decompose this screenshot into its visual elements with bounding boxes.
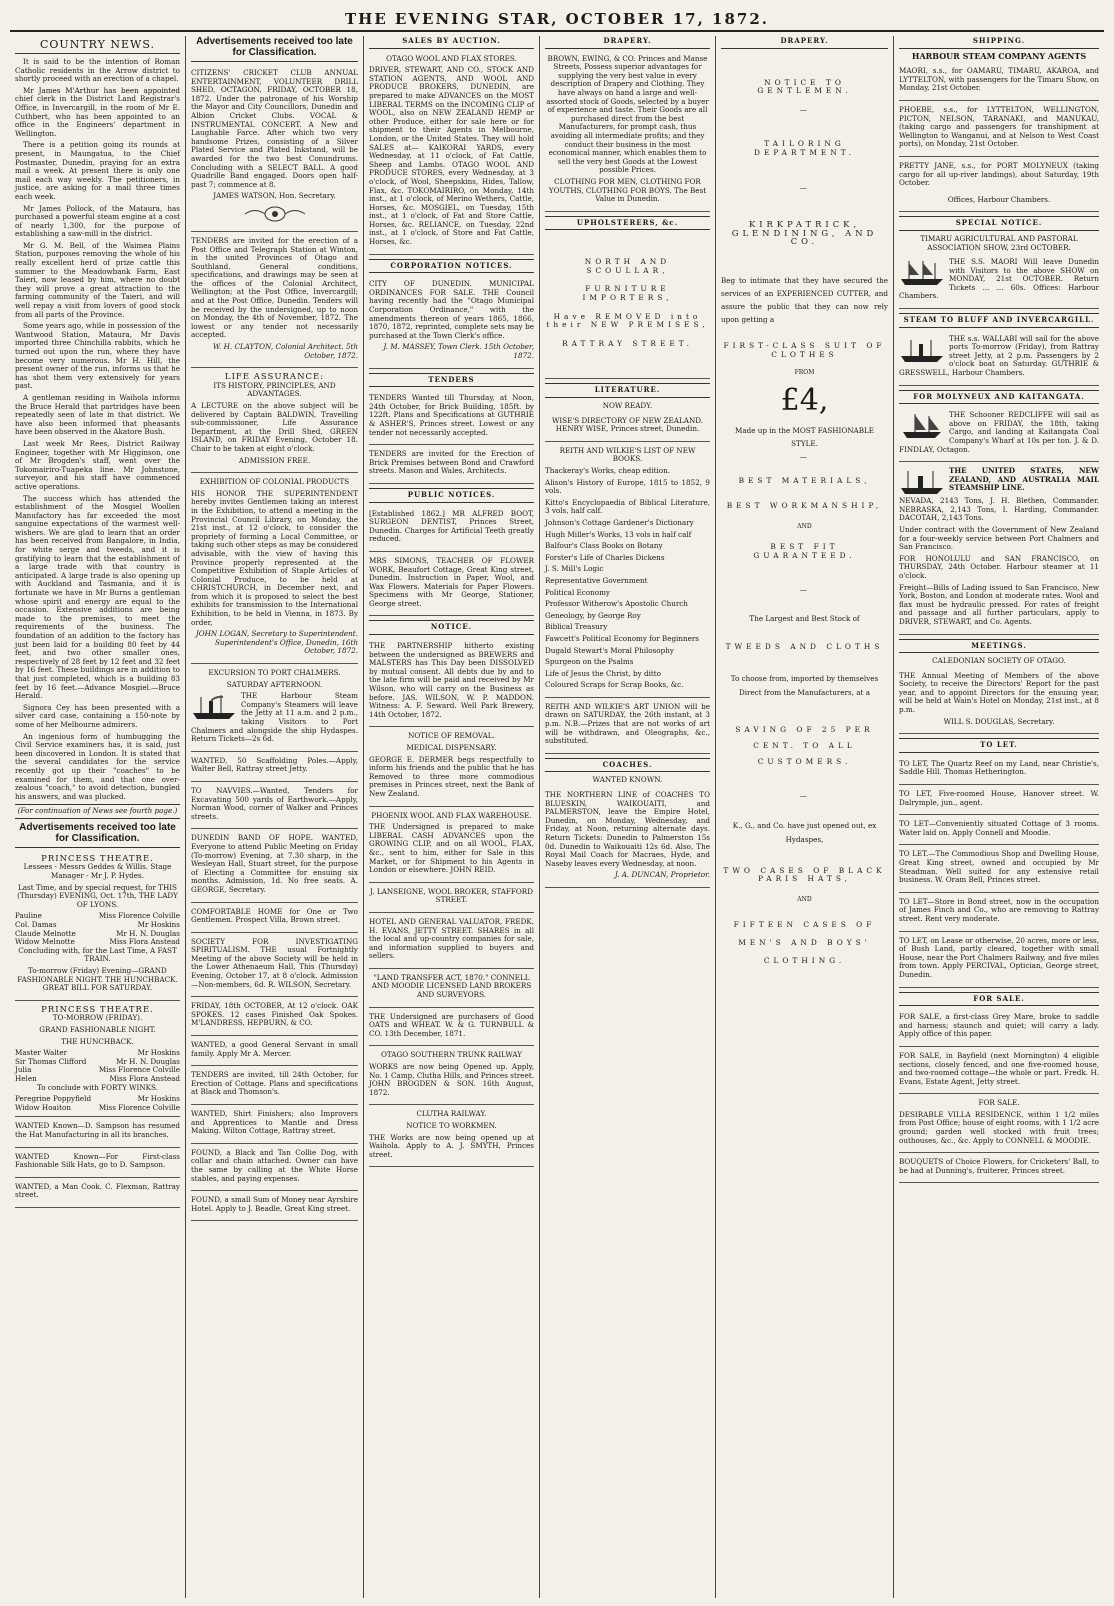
simons-text: MRS SIMONS, TEACHER OF FLOWER WORK, Beaufort Cottage, Great King street, Dunedin. Instruction in Paper, Wool, and Wax Flowers. Materials for Paper Flowers. Specimens with Mr George, Stationer, George street. — [369, 555, 534, 608]
redcliffe-text: THE Schooner REDCLIFFE will sail as above on FRIDAY, the 18th, taking Cargo, and landing at Kaitangata Coal Company's Wharf at 10s per ton. J. & D. FINDLAY, Octagon. — [899, 410, 1099, 454]
small-ad-text-ad — [191, 1068, 358, 1105]
wanted-item: WANTED Known—For First-class Fashionable Silk Hats, go to D. Sampson. — [15, 1151, 180, 1170]
country-news-title: COUNTRY NEWS. — [15, 38, 180, 54]
news-paragraph: Mr James Pollock, of the Mataura, has purchased a powerful steam engine at a cost of nearly 1,300, for the purpose of establishing a saw-mill in the district. — [15, 203, 180, 239]
ad-phoebe — [899, 103, 1099, 157]
tenders-text: TENDERS are invited for the erection of a Post Office and Telegraph Station at Winton, in the united Provinces of Otago and Southland. General conditions, specifications, and drawings may be seen at the offices of the Colonial Architect, Wellington; at the Post Office, Invercargill; and at the Post Office, Dunedin. Tenders will be received by the undersigned, up to noon on Monday, the 4th of November, 1872. The lowest or any tender not necessarily accepted. — [191, 235, 358, 340]
theatre-tail: Concluding with, for the Last Time, A FAST TRAIN. — [18, 945, 177, 964]
pretty-text: PRETTY JANE, s.s., for PORT MOLYNEUX (taking cargo for all up-river landings), about Saturday, 19th October. — [899, 160, 1099, 188]
book-item: Political Economy — [545, 587, 610, 597]
small-ad-text: WANTED, a good General Servant in small family. Apply Mr A. Mercer. — [191, 1040, 358, 1058]
caledonian-text: THE Annual Meeting of Members of the above Society, to receive the Directors' Report for the past year, and to appoint Directors for the ensuing year, will be held at Wain's Hotel on Monday, 21st inst., at 8 p.m. — [899, 670, 1099, 715]
ad-bouquets — [899, 1155, 1099, 1183]
theatre2-line2: GRAND FASHIONABLE NIGHT. — [39, 1024, 156, 1034]
news-paragraph: Mr G. M. Bell, of the Waimea Plains Station, purposes removing the whole of his really excellent herd of prize cattle this summer to the Meadowbank Farm, East Taieri, now leased by him, where no doubt they will prove a great attraction to the farming community of the Taieri, and will well repay a visit from lovers of good stock from all parts of the Province. — [15, 240, 180, 319]
cast-actor: Miss Flora Anstead — [109, 937, 180, 947]
small-ad-text: WANTED, 50 Scaffolding Poles.—Apply, Walter Bell, Rattray street Jetty. — [191, 755, 358, 774]
hotel-text: HOTEL AND GENERAL VALUATOR, FREDK. H. EVANS, JETTY STREET. SHARES in all the local and up-country companies for sale, and information supplied to buyers and sellers. — [369, 916, 534, 961]
wanted-item: WANTED Known—D. Sampson has resumed the Hat Manufacturing in all its branches. — [15, 1121, 180, 1139]
caledonian-title: CALEDONIAN SOCIETY OF OTAGO. — [932, 656, 1066, 666]
offices-text: Offices, Harbour Chambers. — [947, 194, 1051, 204]
ad-otago-wool — [369, 52, 534, 255]
suit-price: £4, — [780, 382, 829, 418]
tenders-list — [369, 391, 534, 484]
cast-role: Claude Melnotte — [15, 928, 76, 938]
book-item: Coloured Scraps for Scrap Books, &c. — [545, 680, 684, 690]
cast-actor: Mr Hoskins — [137, 920, 180, 930]
book-item: Kitto's Encyclopaedia of Biblical Literature, 3 vols, half calf. — [545, 497, 710, 516]
col2-small-ads — [191, 754, 358, 1222]
life-text: A LECTURE on the above subject will be delivered by Captain BALDWIN, Travelling sub-commissioner, Life Assurance Department, at the Drill Shed, GREEN ISLAND, on FRIDAY Evening, October 18. Chair to be taken at eight o'clock. — [191, 401, 358, 453]
small-ad-text: DUNEDIN BAND OF HOPE. WANTED, Everyone to attend Public Meeting on Friday (To-morrow) Evening, at 7.30 sharp, in the Wesleyan Hall, Stuart street, for the purpose of Electing a Committee for ensuing six months. Admission, 1d. No free seats. A. GEORGE, Secretary. — [191, 833, 358, 894]
news-paragraph: It is said to be the intention of Roman Catholic residents in the Arrow district to shortly proceed with an erection of a chapel. — [15, 57, 180, 84]
life-title: LIFE ASSURANCE: — [224, 372, 325, 383]
small-ad-text: FOUND, a small Sum of Money near Ayrshire Hotel. Apply to J. Beadle, Great King street. — [191, 1195, 358, 1213]
book-item: Representative Government — [545, 575, 648, 585]
brown-tail: CLOTHING FOR MEN, CLOTHING FOR YOUTHS, CLOTHING FOR BOYS. The Best Value in Dunedin. — [548, 176, 707, 204]
small-ad-text-ad — [191, 831, 358, 902]
drapery-heading: DRAPERY. — [545, 36, 710, 49]
cast-role: Widow Melnotte — [15, 937, 75, 947]
ad-clutha — [369, 1107, 534, 1167]
ad-princess-theatre — [15, 852, 180, 1001]
caledonian-signature: WILL S. DOUGLAS, Secretary. — [943, 716, 1055, 726]
ad-valuator — [369, 915, 534, 969]
removal-subtitle: MEDICAL DISPENSARY. — [406, 743, 497, 752]
news-paragraph: Signora Cey has been presented with a silver card case, containing a 150-note by some of her Melbourne admirers. — [15, 702, 180, 729]
column-late-ads — [186, 36, 364, 1598]
freight-text: Freight—Bills of Lading issued to San Francisco, New York, Boston, and London at moderate rates. Wool and flax must be hydraulic pressed. For rates of freight and passage and all further particulars, apply to DRIVER, STEWART, and Co. Agents. — [899, 582, 1099, 626]
contract-text: Under contract with the Government of New Zealand for a four-weekly service between Port Chalmers and San Francisco. — [899, 524, 1099, 552]
book-item: Biblical Treasury — [545, 622, 608, 632]
first-class-suit: FIRST-CLASS SUIT OF CLOTHES — [723, 340, 886, 359]
tender-text-ad — [369, 391, 534, 445]
ad-brown-ewing — [545, 52, 710, 212]
phoenix-text: THE Undersigned is prepared to make LIBERAL CASH ADVANCES upon the GROWING CLIP, and on all WOOL, FLAX, &c., sent to him, either for Sale in this Market, or for Shipment to his Agents in London or elsewhere. JOHN REID. — [369, 822, 534, 875]
tweeds-cloths: TWEEDS AND CLOTHS — [725, 642, 884, 652]
cast-actor: Miss Florence Colville — [98, 1102, 180, 1112]
notice-text: THE PARTNERSHIP hitherto existing between the undersigned as BREWERS and MALSTERS has This Day been DISSOLVED by mutual consent. All debts due by and to the late firm will be paid and received by Mr Wilson, who will carry on the Business as before. JAS. WILSON, W. P. MADDON. Witness: A. F. Seward. Well Park Brewery, 14th October, 1872. — [369, 641, 534, 719]
column-drapery — [540, 36, 716, 1598]
book-item: Balfour's Class Books on Botany — [545, 541, 663, 551]
columns — [10, 36, 1104, 1598]
masthead: THE EVENING STAR, OCTOBER 17, 1872. — [10, 8, 1104, 32]
cast-actor: Mr H. N. Douglas — [116, 928, 180, 938]
cast-role: Helen — [15, 1073, 37, 1083]
cast-actor: Miss Florence Colville — [98, 911, 180, 921]
excursion-title: EXCURSION TO PORT CHALMERS. — [208, 668, 341, 678]
to-let-text: TO LET, on Lease or otherwise, 20 acres, more or less, of Bush Land, partly cleared, together with small House, near the Port Chalmers Railway, and five miles from town. Apply PERCIVAL, Optician, George street, Dunedin. — [899, 935, 1099, 979]
exhib-signature: JOHN LOGAN, Secretary to Superintendent. Superintendent's Office, Dunedin, 16th October, 1872. — [195, 629, 358, 656]
ssmaori-text: THE S.S. MAORI Will leave Dunedin with Visitors to the above SHOW on MONDAY, 21st OCTOBER. Return Tickets ... ... 60s. Offices: Harbour Chambers. — [899, 257, 1099, 301]
ad-phoenix — [369, 809, 534, 883]
for-sale-text-ad — [899, 1049, 1099, 1094]
book-item: J. S. Mill's Logic — [545, 564, 604, 574]
ad-land-transfer — [369, 971, 534, 1008]
and-label: AND — [797, 522, 812, 530]
brown-text: BROWN, EWING, & CO. Princes and Manse Streets, Possess superior advantages for supplying the very best value in every description of Drapery and Clothing. They have always on hand a large and well-assorted stock of Goods, selected by a buyer of experience and taste. Their Goods are all purchased direct from the best Manufacturers, for prompt cash, thus avoiding all intermediate profits; and they conduct their business in the most economical manner, which enables them to sell the very best Goods at the Lowest possible Prices. — [546, 53, 709, 175]
small-ad-text: SOCIETY FOR INVESTIGATING SPIRITUALISM. THE usual Fortnightly Meeting of the above Society will be held in the Lower Athenaeum Hall, This (Thursday) Evening, October 17, at 8 o'clock. Admission—Non-members, 6d. R. WILSON, Secretary. — [191, 936, 358, 989]
column-tailoring — [716, 36, 894, 1598]
drapery-heading-2: DRAPERY. — [721, 36, 888, 49]
cast-actor: Mr H. N. Douglas — [116, 1056, 180, 1066]
ad-coaches — [545, 788, 710, 888]
cast-role: Peregrine Poppyfield — [15, 1094, 92, 1104]
tender-text: TENDERS Wanted till Thursday, at Noon, 24th October, for Brick Building, 185ft. by 122ft. Plans and Specifications at GUTHRIE & ASHER'S, Princes street. Lowest or any tender not necessarily accepted. — [369, 393, 534, 437]
timaru-show: TIMARU AGRICULTURAL AND PASTORAL ASSOCIATION SHOW, 23rd OCTOBER. — [920, 233, 1078, 252]
to-let-list — [899, 757, 1099, 988]
theatre2-tail: To conclude with FORTY WINKS. — [37, 1082, 158, 1092]
book-item: Life of Jesus the Christ, by ditto — [545, 668, 661, 678]
steamship-icon — [899, 336, 945, 364]
villa-text: DESIRABLE VILLA RESIDENCE, within 1 1/2 miles from Post Office; house of eight rooms, with 1 1/2 acre ground; garden well stocked with fruit trees; outhouses, &c., &c. Apply to CONNELL & MOODIE. — [899, 1109, 1099, 1145]
ad-maori — [899, 64, 1099, 101]
from-label: FROM — [794, 369, 815, 377]
to-let-text-ad — [899, 895, 1099, 932]
cast-role: Julia — [15, 1065, 32, 1075]
column-country-news — [10, 36, 186, 1598]
exhib-title: EXHIBITION OF COLONIAL PRODUCTS — [199, 477, 350, 487]
small-ad-text: COMFORTABLE HOME for One or Two Gentlemen. Prospect Villa, Brown street. — [191, 906, 358, 925]
for-sale-heading: FOR SALE. — [899, 992, 1099, 1007]
kirkpatrick-name: KIRKPATRICK, GLENDINING, AND CO. — [731, 219, 878, 247]
book-item: Fawcett's Political Economy for Beginners — [545, 633, 699, 643]
small-ad-text: TO NAVVIES.—Wanted, Tenders for Excavating 500 yards of Earthwork.—Apply, Norman Wood, corner of Walker and Princes streets. — [191, 785, 358, 821]
book-item: Geneology, by George Roy — [545, 610, 641, 620]
small-ad-text-ad — [191, 999, 358, 1036]
cast-actor: Mr Hoskins — [137, 1094, 180, 1104]
removal-text: GEORGE E. DERMER begs respectfully to inform his friends and the public that he has Removed to three more commodious premises in Princes street, next the Bank of New Zealand. — [369, 754, 534, 798]
divider: — — [799, 585, 810, 595]
small-ad-text-ad — [191, 905, 358, 933]
ad-north-scoullar — [545, 234, 710, 379]
special-notice-heading: SPECIAL NOTICE. — [899, 216, 1099, 231]
boot-text: [Established 1862.] MR ALFRED BOOT, SURGEON DENTIST, Princes Street, Dunedin. Charges for Artificial Teeth greatly reduced. — [369, 508, 534, 544]
continuation-note: (For continuation of News see fourth page.) — [15, 804, 180, 819]
ad-pretty-jane — [899, 159, 1099, 212]
small-ad-text-ad — [191, 754, 358, 782]
to-let-text: TO LET, Five-roomed House, Hanover street. W. Dalrymple, jun., agent. — [899, 789, 1099, 807]
lanseigne-text: J. LANSEIGNE, WOOL BROKER, STAFFORD STREET. — [370, 886, 533, 905]
maori-text: MAORI, s.s., for OAMARU, TIMARU, AKAROA, and LYTTELTON, with passengers for the Timaru Show, on Monday, 21st October. — [899, 66, 1099, 93]
ad-alfred-boot — [369, 507, 534, 552]
ad-art-union — [545, 700, 710, 754]
cricket-text: CITIZENS' CRICKET CLUB ANNUAL ENTERTAINMENT, VOLUNTEER DRILL SHED, OCTAGON, FRIDAY, OCTOBER 18, 1872. Under the patronage of his Worship the Mayor and City Councillors, Dunedin and Albion Cricket Clubs. VOCAL & INSTRUMENTAL CONCERT. A New and Laughable Farce. After which two very handsome Prizes, consisting of a Silver Plated Service and Plated Inkstand, will be awarded for the two best Conundrums. Concluding with a SELECT BALL. A good Quadrille Band engaged. Doors open half-past 7; commence at 8. — [191, 68, 358, 189]
corporation-heading: CORPORATION NOTICES. — [369, 259, 534, 274]
theatre2-cast-farce — [15, 1095, 180, 1112]
theatre2-cast — [15, 1049, 180, 1083]
to-let-text-ad — [899, 757, 1099, 785]
ad-ss-maori — [899, 255, 1099, 309]
kirkpatrick-body: Beg to intimate that they have secured the services of an EXPERIENCED CUTTER, and assure the public that they can now rely upon getting a — [721, 275, 888, 324]
to-let-text-ad — [899, 847, 1099, 892]
book-list — [545, 467, 710, 690]
to-let-text: TO LET, The Quartz Reef on my Land, near Christie's, Saddle Hill. Thomas Hetherington. — [899, 758, 1099, 777]
ad-removal — [369, 729, 534, 806]
divider: — — [799, 451, 810, 461]
ad-oats — [369, 1010, 534, 1047]
theatre2-line1: TO-MORROW (FRIDAY). — [52, 1013, 143, 1023]
coaches-heading: COACHES. — [545, 758, 710, 773]
steamship-icon — [191, 693, 237, 721]
news-paragraph: Mr James M'Arthur has been appointed chief clerk in the District Land Registrar's Office, in Invercargill, in the room of Mr E. Cuthbert, who has been appointed to an office in the Engineers' department in Wellington. — [15, 85, 180, 138]
column-shipping — [894, 36, 1104, 1598]
book-item: Forster's Life of Charles Dickens — [545, 552, 665, 562]
ad-villa — [899, 1096, 1099, 1153]
clothing-cases: FIFTEEN CASES OF MEN'S AND BOYS' CLOTHING. — [733, 920, 876, 966]
coaches-subtitle: WANTED KNOWN. — [592, 775, 663, 785]
book-item: Thackeray's Works, cheap edition. — [545, 466, 671, 475]
cast-role: Col. Damas — [15, 920, 57, 930]
life-subtitle: ITS HISTORY, PRINCIPLES, AND ADVANTAGES. — [213, 380, 336, 399]
notice-gentlemen: NOTICE TO GENTLEMEN. — [757, 77, 852, 96]
ships-text: NEVADA, 2143 Tons, J. H. Blethen, Commander. NEBRASKA, 2,143 Tons, I. Harding, Commander. DACOTAH, 2,143 Tons. — [899, 496, 1099, 523]
for-sale-text: FOR SALE, a first-class Grey Mare, broke to saddle and harness; staunch and quiet; will carry a lady. Apply office of this paper. — [899, 1012, 1099, 1039]
cast-role: Master Walter — [15, 1048, 68, 1058]
theatre2-title: PRINCESS THEATRE. — [41, 1004, 154, 1015]
corp-signature: J. M. MASSEY, Town Clerk. 15th October, 1872. — [383, 342, 534, 360]
country-news-paragraphs — [15, 58, 180, 801]
divider: — — [799, 104, 810, 114]
cast-role: Pauline — [15, 911, 42, 921]
book-item: Spurgeon on the Psalms — [545, 657, 634, 667]
mail-text: THE UNITED STATES, NEW ZEALAND, AND AUSTRALIA MAIL STEAMSHIP LINE. — [949, 466, 1099, 493]
to-let-heading: TO LET. — [899, 738, 1099, 753]
cast-role: Sir Thomas Clifford — [15, 1056, 87, 1066]
cast-role: Widow Hoaiton — [15, 1102, 71, 1112]
bluff-heading: STEAM TO BLUFF AND INVERCARGILL. — [899, 313, 1099, 328]
corp-text: CITY OF DUNEDIN. MUNICIPAL ORDINANCES FOR SALE. THE Council having recently had the "Otago Municipal Corporation Ordinance," with the amendments thereon of years 1865, 1866, 1870, 1872, reprinted, complete sets may be purchased at the Town Clerk's office. — [369, 279, 534, 340]
cast-actor: Miss Florence Colville — [98, 1065, 180, 1075]
small-ad-text-ad — [191, 784, 358, 829]
north-removed: Have REMOVED into their NEW PREMISES, — [546, 311, 709, 330]
and-label-2: AND — [797, 895, 812, 903]
clutha-text: THE Works are now being opened up at Waihola. Apply to A. J. SMYTH, Princes street. — [369, 1132, 534, 1159]
best-materials: BEST MATERIALS, — [738, 476, 871, 486]
news-paragraph: An ingenious form of humbugging the Civil Service examiners has, it is said, just been discovered in London. It is stated that the several candidates for the service recently got up their "coaches" to be examined for them, and that one over-zealous "coach," to avoid detection, bungled his answers, and was plucked. — [15, 731, 180, 801]
coaches-text: THE NORTHERN LINE of COACHES TO BLUESKIN, WAIKOUAITI, and PALMERSTON, leave the Empire Hotel, Dunedin, on Monday, Wednesday, and Friday, at Noon, returning alternate days. Return Tickets: Dunedin to Palmerston 15s 0d. Dunedin to Waikouaiti 12s 6d. Also, The Royal Mail Coach for Macraes, Hyde, and Naseby leaves every Wednesday, at noon. — [545, 790, 710, 868]
small-ad-text-ad — [191, 1107, 358, 1144]
made-up: Made up in the MOST FASHIONABLE STYLE. — [734, 425, 875, 448]
public-notices-heading: PUBLIC NOTICES. — [369, 488, 534, 503]
largest-stock: The Largest and Best Stock of — [749, 613, 860, 623]
theatre2-line3: THE HUNCHBACK. — [61, 1036, 134, 1046]
railway-title: OTAGO SOUTHERN TRUNK RAILWAY — [380, 1050, 523, 1060]
divider: — — [799, 791, 810, 801]
news-paragraph: Last week Mr Rees, District Railway Engineer, together with Mr Higginson, one of Mr Brogden's staff, went over the Tokomairiro-Tuapeka line. Mr Johnstone, surveyor, and his staff have commenced active operations. — [15, 438, 180, 491]
north-furniture: FURNITURE IMPORTERS, — [582, 284, 673, 303]
small-ad-text-ad — [191, 1193, 358, 1221]
kg-opened: K., G., and Co. have just opened out, ex Hydaspes, — [732, 820, 877, 844]
steamship-icon — [899, 259, 945, 287]
wanted-item: WANTED, a Man Cook. C. Flexman, Rattray street. — [15, 1181, 180, 1200]
choose-from: To choose from, imported by themselves Direct from the Manufacturers, at a — [730, 674, 879, 698]
harbour-steam-title: HARBOUR STEAM COMPANY AGENTS — [911, 50, 1087, 61]
wise-text: WISE'S DIRECTORY OF NEW ZEALAND. HENRY WISE, Princes street, Dunedin. — [551, 415, 704, 434]
theatre-lessees: Lessees - Messrs Geddes & Willis. Stage Manager - Mr J. P. Hydes. — [23, 862, 172, 881]
theatre-cast — [15, 912, 180, 946]
book-item: Alison's History of Europe, 1815 to 1852, 9 vols. — [545, 477, 710, 496]
late-ads-heading: Advertisements received too late for Classification. — [15, 822, 180, 848]
ad-lanseigne — [369, 885, 534, 913]
auctions-heading: SALES BY AUCTION. — [369, 36, 534, 49]
news-paragraph: There is a petition going its rounds at present, in Maungatua, to the Chief Postmaster, Dunedin, praying for an extra mail a week. At present there is only one mail each way weekly. The petitioners, in justice, are asking for a mail three times each week. — [15, 140, 180, 201]
ad-cricket-club — [191, 66, 358, 232]
ad-wallabi — [899, 332, 1099, 386]
ad-reith-wilkie — [545, 444, 710, 698]
to-let-text: TO LET.—The Commodious Shop and Dwelling House, Great King street, owned and occupied by Mr Steadman. Well suited for any extensive retail business. W. Oram Bell, Princes street. — [899, 849, 1099, 885]
theatre-title: PRINCESS THEATRE. — [41, 853, 154, 864]
small-ad-text: TENDERS are invited, till 24th October, for Erection of Cottage. Plans and specifications at Black and Thomson's. — [191, 1070, 358, 1097]
steamship-icon — [899, 468, 945, 496]
ad-railway — [369, 1048, 534, 1105]
tenders-heading: TENDERS — [369, 373, 534, 388]
wallabi-text: THE s.s. WALLABI will sail for the above ports To-morrow (Friday), from Rattray street Jetty, at 2 p.m. Passengers by 2 o'clock boat on Saturday. GUTHRIE & GRESSWELL, Harbour Chambers. — [899, 333, 1099, 378]
best-workmanship: BEST WORKMANSHIP, — [726, 500, 883, 510]
for-sale-text-ad — [899, 1010, 1099, 1047]
ad-mail-steamship — [899, 464, 1099, 634]
cast-actor: Miss Flora Anstead — [109, 1073, 180, 1083]
column-auctions — [364, 36, 540, 1598]
saving-offer: SAVING OF 25 PER CENT. TO ALL CUSTOMERS. — [735, 725, 874, 767]
ad-corporation — [369, 277, 534, 368]
news-paragraph: Some years ago, while in possession of the Wantwood Station, Mataura, Mr Davis imported three Chinchilla rabbits, which he turned out upon the run, where they have become very numerous. Mr H. Hill, the present owner of the run, informs us that he has shot them very extensively for years past. — [15, 321, 180, 391]
bouquets-text: BOUQUETS of Choice Flowers, for Cricketers' Ball, to be had at Dunning's, fruiterer, Princes street. — [899, 1157, 1099, 1175]
removal-title: NOTICE OF REMOVAL. — [408, 731, 495, 741]
ad-excursion — [191, 666, 358, 752]
literature-heading: LITERATURE. — [545, 383, 710, 398]
small-ad-text-ad — [191, 1146, 358, 1191]
north-street: RATTRAY STREET. — [562, 338, 693, 348]
theatre-intro: Last Time, and by special request, for THIS (Thursday) EVENING, Oct. 17th, THE LADY OF LYONS. — [17, 882, 178, 909]
for-sale-text: FOR SALE, in Bayfield (next Mornington) 4 eligible sections, closely fenced, and one five-roomed house, and two-roomed cottage—the whole or part. Fredk. H. Evans, Estate Agent, Jetty street. — [899, 1050, 1099, 1086]
book-item: Hugh Miller's Works, 13 vols in half calf — [545, 529, 692, 539]
ad-caledonian — [899, 669, 1099, 735]
wanted-item-ad — [15, 1180, 180, 1208]
best-fit: BEST FIT GUARANTEED. — [753, 542, 856, 560]
excursion-subtitle: SATURDAY AFTERNOON. — [226, 679, 323, 689]
theatre-tomorrow: To-morrow (Friday) Evening—GRAND FASHIONABLE NIGHT. THE HUNCHBACK. GREAT BILL FOR SATURDAY. — [17, 966, 178, 993]
shipping-heading: SHIPPING. — [899, 36, 1099, 49]
clutha-subtitle: NOTICE TO WORKMEN. — [406, 1121, 497, 1130]
small-ad-text: WANTED, Shirt Finishers; also Improvers and Apprentices to Mantle and Dress Making. Wilton Cottage, Rattray street. — [191, 1109, 358, 1136]
north-name: NORTH AND SCOULLAR, — [584, 257, 671, 275]
notice-heading: NOTICE. — [369, 620, 534, 635]
wanted-ads — [15, 1119, 180, 1208]
upholsterers-heading: UPHOLSTERERS, &c. — [545, 216, 710, 231]
small-ad-text: FRIDAY, 18th OCTOBER, At 12 o'clock. OAK SPOKES. 12 cases Finished Oak Spokes. M'LANDRESS, HEPBURN, & CO. — [191, 1001, 358, 1028]
clutha-title: CLUTHA RAILWAY. — [416, 1109, 487, 1119]
book-item: Professor Witherow's Apostolic Church — [545, 599, 688, 609]
ad-life-assurance — [191, 370, 358, 473]
cast-row — [15, 1104, 180, 1113]
ad-exhibition — [191, 475, 358, 664]
small-ad-text-ad — [191, 1038, 358, 1066]
small-ad-text-ad — [191, 935, 358, 998]
otago-title: OTAGO WOOL AND FLAX STORES. — [386, 53, 517, 63]
now-ready: NOW READY. — [602, 401, 653, 411]
divider: — — [799, 182, 810, 192]
otago-text: DRIVER, STEWART, AND CO., STOCK AND STATION AGENTS, AND WOOL AND PRODUCE BROKERS, DUNEDIN, are prepared to make ADVANCES on the MOST LIBERAL TERMS on the INCOMING CLIP of WOOL, also on NEW ZEALAND HEMP or other Produce, either for sale here or for shipment to their Agents in Melbourne, London, or the United States. They will hold SALES at— KAIKORAI YARDS, every Wednesday, at 11 o'clock, of Fat Cattle, Sheep and Lambs. OTAGO WOOL AND PRODUCE STORES, every Wednesday, at 3 o'clock, of Wool, Sheepskins, Hides, Tallow, Flax, &c. TOKOMAIRIRO, on Monday, 14th inst., at 1 o'clock, of Merino Wethers, Cattle, Horses, &c. MOSGIEL, on Tuesday, 15th inst., at 1 o'clock, of Fat and Store Cattle, Horses, &c. RELIANCE, on Tuesday, 22nd inst., at 1 o'clock, of Store and Fat Cattle, Horses, &c. — [369, 65, 534, 247]
ad-princess-theatre-2 — [15, 1003, 180, 1118]
phoebe-text: PHOEBE, s.s., for LYTTELTON, WELLINGTON, PICTON, NELSON, TARANAKI, and MANUKAU, (taking cargo and passengers for transhipment at Wellington to Wanganui, and at Nelson to West Coast ports), on Monday, 21st October. — [899, 104, 1099, 149]
wanted-item-ad — [15, 1119, 180, 1147]
cricket-signature: JAMES WATSON, Hon. Secretary. — [213, 191, 336, 201]
royal-crest-icon — [240, 205, 310, 223]
life-free: ADMISSION FREE. — [238, 455, 311, 465]
excursion-text: THE Harbour Steam Company's Steamers will leave the Jetty at 11 a.m. and 2 p.m., taking Visitors to Port Chalmers and alongside the ship Hydaspes. Return Tickets—2s 6d. — [191, 691, 358, 744]
ad-wise-directory — [545, 414, 710, 442]
land-text: "LAND TRANSFER ACT, 1870." CONNELL AND MOODIE LICENSED LAND BROKERS AND SURVEYORS. — [371, 972, 532, 1000]
phoenix-title: PHOENIX WOOL AND FLAX WAREHOUSE. — [371, 810, 532, 820]
book-item: Dugald Stewart's Moral Philosophy — [545, 645, 674, 655]
paris-hats: TWO CASES OF BLACK PARIS HATS, — [723, 865, 886, 884]
to-let-text-ad — [899, 934, 1099, 988]
late-ads-heading-2: Advertisements received too late for Classification. — [191, 36, 358, 62]
honolulu-text: FOR HONOLULU and SAN FRANCISCO, on THURSDAY, 24th October. Harbour steamer at 11 o'clock. — [899, 553, 1099, 580]
to-let-text-ad — [899, 787, 1099, 815]
to-let-text: TO LET—Store in Bond street, now in the occupation of James Finch and Co., who are removing to Rattray street. Rent very moderate. — [899, 896, 1099, 923]
book-item: Johnson's Cottage Gardener's Dictionary — [545, 517, 694, 527]
oats-text: THE Undersigned are purchasers of Good OATS and WHEAT. W. & G. TURNBULL & CO. 13th December, 1871. — [369, 1011, 534, 1038]
cast-actor: Mr Hoskins — [137, 1048, 180, 1058]
coaches-signature: J. A. DUNCAN, Proprietor. — [614, 870, 710, 880]
railway-text: WORKS are now being Opened up. Apply, No. 1 Camp, Clutha Hills, and Princes street. JOHN BROGDEN & SON. 16th August, 1872. — [369, 1062, 534, 1097]
ad-redcliffe — [899, 408, 1099, 462]
for-sale-list — [899, 1010, 1099, 1094]
union-text: REITH AND WILKIE'S ART UNION will be drawn on SATURDAY, the 26th instant, at 3 p.m. N.B.—Prizes that are not works of art will be withdrawn, and Oleographs, &c., substituted. — [545, 701, 710, 746]
ad-tenders-post-office — [191, 234, 358, 368]
villa-title: FOR SALE. — [978, 1098, 1020, 1108]
small-ad-text: FOUND, a Black and Tan Collie Dog, with collar and chain attached. Owner can have the same by calling at the White Horse stables, and paying expenses. — [191, 1147, 358, 1183]
to-let-text-ad — [899, 817, 1099, 845]
tailoring-dept: TAILORING DEPARTMENT. — [754, 139, 855, 157]
meetings-heading: MEETINGS. — [899, 639, 1099, 654]
wanted-item-ad — [15, 1150, 180, 1178]
exhib-text: HIS HONOR THE SUPERINTENDENT hereby invites Gentlemen taking an interest in the Exhibition, to attend a meeting in the Provincial Council Library, on Monday, the 21st inst., at 12 o'clock, to consider the propriety of forming a Local Committee, or taking such other steps as may be considered advisable, with the view of having this Province properly represented at the Competitive Exhibition of Staple Articles of Colonial Produce, to be held at CHRISTCHURCH, in December next, and from which it is proposed to select the best exhibits for transmission to the International Exhibition, to be held in Vienna, in 1873. By order, — [191, 488, 358, 627]
to-let-text: TO LET—Conveniently situated Cottage of 3 rooms. Water laid on. Apply Connell and Moodie. — [899, 819, 1099, 837]
molyneux-heading: FOR MOLYNEUX AND KAITANGATA. — [899, 390, 1099, 405]
schooner-icon — [899, 412, 945, 440]
tenders-signature: W. H. CLAYTON, Colonial Architect. 5th October, 1872. — [212, 342, 358, 360]
ad-mrs-simons — [369, 554, 534, 617]
ad-partnership — [369, 639, 534, 727]
news-paragraph: A gentleman residing in Waihola informs the Bruce Herald that partridges have been repeatedly seen of late in that district. We have also been informed that pheasants have been observed in the Akatore Bush. — [15, 392, 180, 437]
tender-text: TENDERS are invited for the Erection of Brick Premises between Bond and Crawford streets. Mason and Wales, Architects. — [369, 449, 534, 476]
reith-title: REITH AND WILKIE'S LIST OF NEW BOOKS. — [559, 445, 696, 464]
news-paragraph: The success which has attended the establishment of the Mosgiel Woollen Manufactory has far exceeded the most sanguine expectations of the warmest well-wishers. We are glad to learn that an order has been received from Bangalore, in India, for white serge and tweeds, and it is gratifying to learn that the establishment of a large trade with that country is anticipated. A large trade is also opening up with Auckland and Tasmania, and it is fortunate we have in Mr Burns a gentleman whose spirit and energy are equal to the occasion. Extensive additions are being made to the premises, to meet the requirements of the business. The foundation of an addition to the factory has just been laid for a building 80 feet by 44 feet, and two other smaller ones, respectively of 28 feet by 12 feet and 32 feet by 16 feet. These buildings are in addition to that just completed, which is a building 83 feet by 16 feet.—Advance Mosgiel.—Bruce Herald. — [15, 493, 180, 701]
tender-text-ad — [369, 447, 534, 484]
